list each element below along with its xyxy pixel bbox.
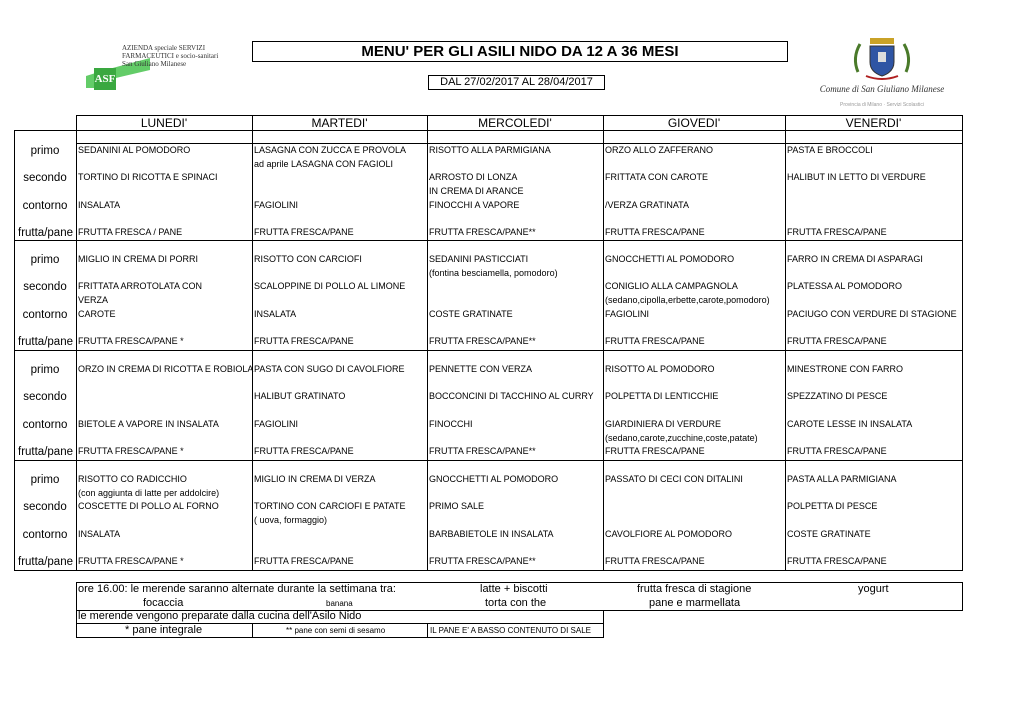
course-label-primo: primo — [30, 254, 60, 266]
column-divider-0 — [76, 115, 77, 570]
course-label-contorno: contorno — [22, 308, 68, 321]
day-header-lunedi: LUNEDI' — [140, 116, 188, 130]
day-header-giovedi: GIOVEDI' — [667, 116, 721, 130]
dish-frutta-pane-lunedi: FRUTTA FRESCA / PANE — [78, 227, 183, 238]
course-label-secondo: secondo — [23, 172, 67, 185]
dish-primo-martedi: ad aprile LASAGNA CON FAGIOLI — [254, 159, 394, 169]
day-header-mercoledi: MERCOLEDI' — [478, 116, 552, 130]
dish-frutta-pane-mercoledi: FRUTTA FRESCA/PANE** — [429, 227, 536, 238]
dish-frutta-pane-mercoledi: FRUTTA FRESCA/PANE** — [429, 446, 536, 457]
week-separator-2 — [14, 350, 963, 351]
dish-contorno-giovedi: GIARDINIERA DI VERDURE — [605, 418, 722, 429]
course-label-secondo: secondo — [23, 391, 67, 404]
dish-secondo-giovedi: (sedano,cipolla,erbette,carote,pomodoro) — [605, 295, 770, 306]
dish-primo-venerdi: PASTA E BROCCOLI — [787, 145, 873, 155]
dish-contorno-mercoledi: BARBABIETOLE IN INSALATA — [429, 528, 554, 539]
dish-secondo-mercoledi: ARROSTO DI LONZA — [429, 172, 518, 183]
dish-secondo-mercoledi: PRIMO SALE — [429, 501, 485, 512]
dish-secondo-lunedi: COSCETTE DI POLLO AL FORNO — [78, 501, 219, 512]
dish-frutta-pane-mercoledi: FRUTTA FRESCA/PANE** — [429, 556, 536, 567]
dish-secondo-martedi: TORTINO CON CARCIOFI E PATATE — [254, 501, 406, 512]
dish-contorno-lunedi: INSALATA — [78, 199, 121, 210]
dish-contorno-lunedi: CAROTE — [78, 308, 116, 319]
page-title: MENU' PER GLI ASILI NIDO DA 12 A 36 MESI — [252, 41, 788, 62]
dish-primo-venerdi: FARRO IN CREMA DI ASPARAGI — [787, 254, 923, 264]
dish-primo-venerdi: MINESTRONE CON FARRO — [787, 364, 904, 374]
dish-frutta-pane-giovedi: FRUTTA FRESCA/PANE — [605, 446, 705, 457]
dish-secondo-lunedi: TORTINO DI RICOTTA E SPINACI — [78, 172, 218, 183]
note-pane-sale: IL PANE E' A BASSO CONTENUTO DI SALE — [430, 626, 591, 635]
course-label-frutta-pane: frutta/pane — [18, 227, 73, 240]
note-pane-integrale: * pane integrale — [125, 624, 203, 636]
comune-logo — [812, 32, 952, 112]
dish-primo-mercoledi: (fontina besciamella, pomodoro) — [429, 268, 558, 278]
dish-secondo-martedi: ( uova, formaggio) — [254, 515, 328, 526]
course-label-frutta-pane: frutta/pane — [18, 336, 73, 349]
dish-secondo-venerdi: HALIBUT IN LETTO DI VERDURE — [787, 172, 926, 183]
dish-frutta-pane-giovedi: FRUTTA FRESCA/PANE — [605, 336, 705, 347]
course-label-primo: primo — [30, 364, 60, 376]
dish-primo-lunedi: (con aggiunta di latte per addolcire) — [78, 488, 220, 498]
day-header-martedi: MARTEDI' — [311, 116, 368, 130]
dish-frutta-pane-martedi: FRUTTA FRESCA/PANE — [254, 227, 354, 238]
dish-primo-mercoledi: SEDANINI PASTICCIATI — [429, 254, 529, 264]
course-label-secondo: secondo — [23, 501, 67, 514]
column-divider-2 — [427, 115, 428, 570]
dish-primo-mercoledi: GNOCCHETTI AL POMODORO — [429, 474, 559, 484]
merenda-banana: banana — [326, 599, 353, 608]
dish-primo-martedi: RISOTTO CON CARCIOFI — [254, 254, 362, 264]
dish-contorno-martedi: FAGIOLINI — [254, 199, 299, 210]
column-divider-3 — [603, 115, 604, 570]
dish-primo-martedi: MIGLIO IN CREMA DI VERZA — [254, 474, 376, 484]
dish-contorno-giovedi: (sedano,carote,zucchine,coste,patate) — [605, 432, 758, 443]
dish-frutta-pane-mercoledi: FRUTTA FRESCA/PANE** — [429, 336, 536, 347]
dish-contorno-lunedi: BIETOLE A VAPORE IN INSALATA — [78, 418, 219, 429]
week-separator-1 — [14, 240, 963, 241]
merenda-torta: torta con the — [485, 597, 547, 609]
dish-contorno-lunedi: INSALATA — [78, 528, 121, 539]
dish-frutta-pane-lunedi: FRUTTA FRESCA/PANE * — [78, 446, 184, 457]
week-separator-4 — [14, 570, 963, 571]
dish-secondo-venerdi: POLPETTA DI PESCE — [787, 501, 878, 512]
dish-contorno-mercoledi: FINOCCHI — [429, 418, 473, 429]
merenda-latte: latte + biscotti — [480, 583, 548, 595]
dish-primo-giovedi: PASSATO DI CECI CON DITALINI — [605, 474, 743, 484]
merende-intro: ore 16.00: le merende saranno alternate durante la settimana tra: — [78, 583, 396, 595]
dish-primo-martedi: PASTA CON SUGO DI CAVOLFIORE — [254, 364, 405, 374]
merenda-pane-marmellata: pane e marmellata — [649, 597, 741, 609]
grid-header-bottom-line — [14, 130, 963, 131]
dish-secondo-giovedi: CONIGLIO ALLA CAMPAGNOLA — [605, 281, 738, 292]
column-divider-1 — [252, 115, 253, 570]
merenda-frutta: frutta fresca di stagione — [637, 583, 752, 595]
day-header-venerdi: VENERDI' — [845, 116, 902, 130]
merenda-focaccia: focaccia — [143, 597, 184, 609]
dish-secondo-venerdi: SPEZZATINO DI PESCE — [787, 391, 888, 402]
dish-secondo-giovedi: FRITTATA CON CAROTE — [605, 172, 708, 183]
course-label-contorno: contorno — [22, 528, 68, 541]
course-label-frutta-pane: frutta/pane — [18, 556, 73, 569]
dish-primo-giovedi: RISOTTO AL POMODORO — [605, 364, 715, 374]
dish-frutta-pane-venerdi: FRUTTA FRESCA/PANE — [787, 446, 887, 457]
week-separator-3 — [14, 460, 963, 461]
dish-frutta-pane-lunedi: FRUTTA FRESCA/PANE * — [78, 556, 184, 567]
dish-secondo-lunedi: FRITTATA ARROTOLATA CON — [78, 281, 203, 292]
dish-primo-lunedi: SEDANINI AL POMODORO — [78, 145, 191, 155]
asf-logo — [86, 40, 236, 110]
course-label-contorno: contorno — [22, 418, 68, 431]
dish-frutta-pane-martedi: FRUTTA FRESCA/PANE — [254, 446, 354, 457]
dish-contorno-giovedi: /VERZA GRATINATA — [605, 199, 690, 210]
coat-of-arms-icon — [812, 32, 952, 84]
dish-primo-lunedi: ORZO IN CREMA DI RICOTTA E ROBIOLA — [78, 364, 254, 374]
dish-frutta-pane-lunedi: FRUTTA FRESCA/PANE * — [78, 336, 184, 347]
dish-contorno-martedi: FAGIOLINI — [254, 418, 299, 429]
column-divider-4 — [785, 115, 786, 570]
dish-primo-lunedi: MIGLIO IN CREMA DI PORRI — [78, 254, 199, 264]
merenda-yogurt: yogurt — [858, 583, 889, 595]
dish-secondo-mercoledi: BOCCONCINI DI TACCHINO AL CURRY — [429, 391, 594, 402]
dish-contorno-mercoledi: COSTE GRATINATE — [429, 308, 513, 319]
course-label-primo: primo — [30, 474, 60, 486]
dish-contorno-giovedi: FAGIOLINI — [605, 308, 650, 319]
dish-frutta-pane-giovedi: FRUTTA FRESCA/PANE — [605, 227, 705, 238]
dish-secondo-martedi: HALIBUT GRATINATO — [254, 391, 346, 402]
dish-contorno-venerdi: CAROTE LESSE IN INSALATA — [787, 418, 913, 429]
comune-name: Comune di San Giuliano Milanese — [819, 84, 945, 94]
dish-frutta-pane-venerdi: FRUTTA FRESCA/PANE — [787, 336, 887, 347]
date-range: DAL 27/02/2017 AL 28/04/2017 — [428, 75, 605, 90]
dish-frutta-pane-giovedi: FRUTTA FRESCA/PANE — [605, 556, 705, 567]
dish-secondo-giovedi: POLPETTA DI LENTICCHIE — [605, 391, 719, 402]
dish-contorno-giovedi: CAVOLFIORE AL POMODORO — [605, 528, 733, 539]
dish-primo-mercoledi: RISOTTO ALLA PARMIGIANA — [429, 145, 551, 155]
dish-primo-lunedi: RISOTTO CO RADICCHIO — [78, 474, 187, 484]
dish-contorno-martedi: INSALATA — [254, 308, 297, 319]
dish-primo-martedi: LASAGNA CON ZUCCA E PROVOLA — [254, 145, 407, 155]
dish-primo-mercoledi: PENNETTE CON VERZA — [429, 364, 533, 374]
dish-secondo-venerdi: PLATESSA AL POMODORO — [787, 281, 903, 292]
dish-secondo-mercoledi: IN CREMA DI ARANCE — [429, 186, 524, 197]
dish-contorno-venerdi: PACIUGO CON VERDURE DI STAGIONE — [787, 308, 957, 319]
note-pane-sesamo: ** pane con semi di sesamo — [286, 626, 386, 635]
dish-secondo-martedi: SCALOPPINE DI POLLO AL LIMONE — [254, 281, 406, 292]
course-label-secondo: secondo — [23, 281, 67, 294]
asf-logo-line-3: San Giuliano Milanese — [122, 60, 187, 68]
course-label-frutta-pane: frutta/pane — [18, 446, 73, 459]
dish-frutta-pane-martedi: FRUTTA FRESCA/PANE — [254, 556, 354, 567]
dish-contorno-mercoledi: FINOCCHI A VAPORE — [429, 199, 520, 210]
dish-contorno-venerdi: COSTE GRATINATE — [787, 528, 871, 539]
column-divider-5 — [962, 115, 963, 570]
merende-cucina-note: le merende vengono preparate dalla cucina dell'Asilo Nido — [78, 610, 362, 622]
grid-spacer-line — [76, 143, 963, 144]
course-label-primo: primo — [30, 145, 60, 157]
asf-logo-line-2: FARMACEUTICI e socio-sanitari — [122, 52, 219, 60]
dish-frutta-pane-venerdi: FRUTTA FRESCA/PANE — [787, 227, 887, 238]
dish-primo-venerdi: PASTA ALLA PARMIGIANA — [787, 474, 897, 484]
asf-logo-line-1: AZIENDA speciale SERVIZI — [122, 44, 206, 52]
asf-logo-mark: ASF — [94, 68, 116, 90]
course-label-contorno: contorno — [22, 199, 68, 212]
dish-primo-giovedi: ORZO ALLO ZAFFERANO — [605, 145, 714, 155]
dish-frutta-pane-venerdi: FRUTTA FRESCA/PANE — [787, 556, 887, 567]
dish-frutta-pane-martedi: FRUTTA FRESCA/PANE — [254, 336, 354, 347]
dish-primo-giovedi: GNOCCHETTI AL POMODORO — [605, 254, 735, 264]
comune-subtitle: Provincia di Milano · Servizi Scolastici — [840, 102, 924, 108]
dish-secondo-lunedi: VERZA — [78, 295, 109, 306]
